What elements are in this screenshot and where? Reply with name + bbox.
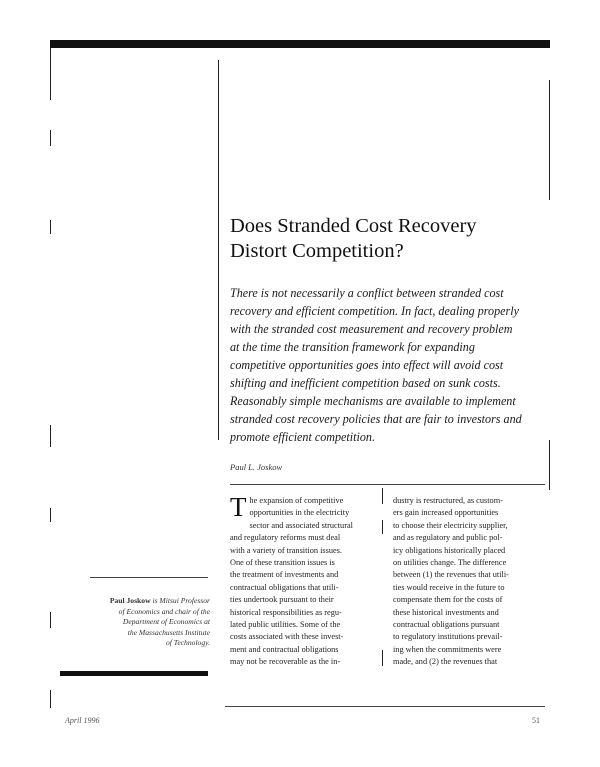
abstract-line: stranded cost recovery policies that are fair to investors and bbox=[230, 412, 522, 426]
body-line: contractual obligations pursuant bbox=[393, 620, 500, 630]
left-margin-tick bbox=[50, 425, 51, 447]
right-margin-tick bbox=[549, 440, 550, 490]
bio-first-line bbox=[60, 596, 210, 607]
bio-text: the Massachusetts Institute bbox=[127, 627, 210, 637]
abstract-line: at the time the transition framework for expanding bbox=[230, 340, 475, 354]
page-number: 51 bbox=[532, 716, 540, 725]
body-line: to regulatory institutions prevail- bbox=[393, 632, 503, 642]
body-line: icy obligations historically placed bbox=[393, 545, 506, 555]
bio-line bbox=[60, 607, 210, 618]
body-line: ers gain increased opportunities bbox=[393, 508, 499, 518]
bio-line bbox=[60, 638, 210, 649]
body-line: contractual obligations that utili- bbox=[230, 582, 339, 592]
body-line: on utilities change. The difference bbox=[393, 558, 507, 568]
top-rule-bar bbox=[50, 40, 550, 48]
body-line: costs associated with these invest- bbox=[230, 632, 344, 642]
article-title bbox=[230, 214, 560, 264]
author-name: Paul Joskow bbox=[109, 596, 151, 605]
body-line: between (1) the revenues that utili- bbox=[393, 570, 509, 580]
bio-line bbox=[60, 617, 210, 628]
body-line: lated public utilities. Some of the bbox=[230, 620, 341, 630]
body-line: historical responsibilities as regu- bbox=[230, 607, 342, 617]
column-divider bbox=[382, 650, 383, 666]
body-line: ties undertook pursuant to their bbox=[230, 595, 334, 605]
abstract-line: promote efficient competition. bbox=[230, 430, 375, 444]
body-line: these historical investments and bbox=[393, 607, 499, 617]
left-margin-tick bbox=[50, 612, 51, 628]
body-line: ment and contractual obligations bbox=[230, 644, 339, 654]
drop-cap: T bbox=[230, 492, 247, 522]
body-column-1 bbox=[230, 492, 378, 669]
body-line: with a variety of transition issues. bbox=[230, 545, 342, 555]
abstract-line: shifting and inefficient competition based on sunk costs. bbox=[230, 376, 501, 390]
body-line: made, and (2) the revenues that bbox=[393, 657, 498, 667]
left-margin-tick bbox=[50, 508, 51, 522]
body-line: he expansion of competitive bbox=[249, 496, 344, 505]
body-line: One of these transition issues is bbox=[230, 558, 335, 568]
bio-top-rule bbox=[90, 577, 208, 578]
section-vertical-rule bbox=[218, 60, 219, 440]
right-margin-tick bbox=[549, 80, 550, 200]
article-abstract bbox=[230, 284, 560, 446]
body-line: and regulatory reforms must deal bbox=[230, 533, 341, 543]
byline-rule bbox=[230, 484, 545, 485]
abstract-line: recovery and efficient competition. In fact, dealing properly bbox=[230, 304, 519, 318]
left-margin-tick bbox=[50, 130, 51, 146]
body-line: opportunities in the electricity bbox=[249, 508, 350, 518]
abstract-line: competitive opportunities goes into effect will avoid cost bbox=[230, 358, 504, 372]
body-line: sector and associated structural bbox=[249, 520, 353, 530]
abstract-line: Reasonably simple mechanisms are available to implement bbox=[230, 394, 516, 408]
body-line: to choose their electricity supplier, bbox=[393, 520, 508, 530]
left-margin-rule bbox=[50, 48, 51, 100]
bottom-rule bbox=[225, 706, 545, 707]
bio-line: is Mitsui Professor bbox=[152, 596, 210, 605]
body-line: ties would receive in the future to bbox=[393, 582, 505, 592]
title-line: Distort Competition? bbox=[230, 240, 404, 262]
bio-text: of Technology. bbox=[165, 638, 210, 648]
abstract-line: with the stranded cost measurement and recovery problem bbox=[230, 322, 513, 336]
body-line: the treatment of investments and bbox=[230, 570, 339, 580]
bio-text: Department of Economics at bbox=[122, 617, 210, 627]
body-line: ing when the commitments were bbox=[393, 644, 502, 654]
bio-bottom-bar bbox=[60, 671, 208, 676]
column-divider bbox=[382, 520, 383, 534]
left-margin-tick bbox=[50, 690, 51, 708]
author-bio bbox=[60, 596, 210, 649]
column-divider bbox=[382, 488, 383, 504]
bio-text: of Economics and chair of the bbox=[118, 606, 210, 616]
byline: Paul L. Joskow bbox=[230, 462, 283, 472]
body-line: and as regulatory and public pol- bbox=[393, 533, 503, 543]
issue-date: April 1996 bbox=[65, 716, 100, 725]
title-line: Does Stranded Cost Recovery bbox=[230, 215, 477, 237]
left-margin-tick bbox=[50, 220, 51, 234]
body-line: compensate them for the costs of bbox=[393, 595, 503, 605]
body-line: dustry is restructured, as custom- bbox=[393, 496, 503, 505]
body-line: may not be recoverable as the in- bbox=[230, 657, 341, 667]
body-column-2 bbox=[393, 495, 543, 669]
abstract-line: There is not necessarily a conflict between stranded cost bbox=[230, 286, 504, 300]
bio-line bbox=[60, 628, 210, 639]
